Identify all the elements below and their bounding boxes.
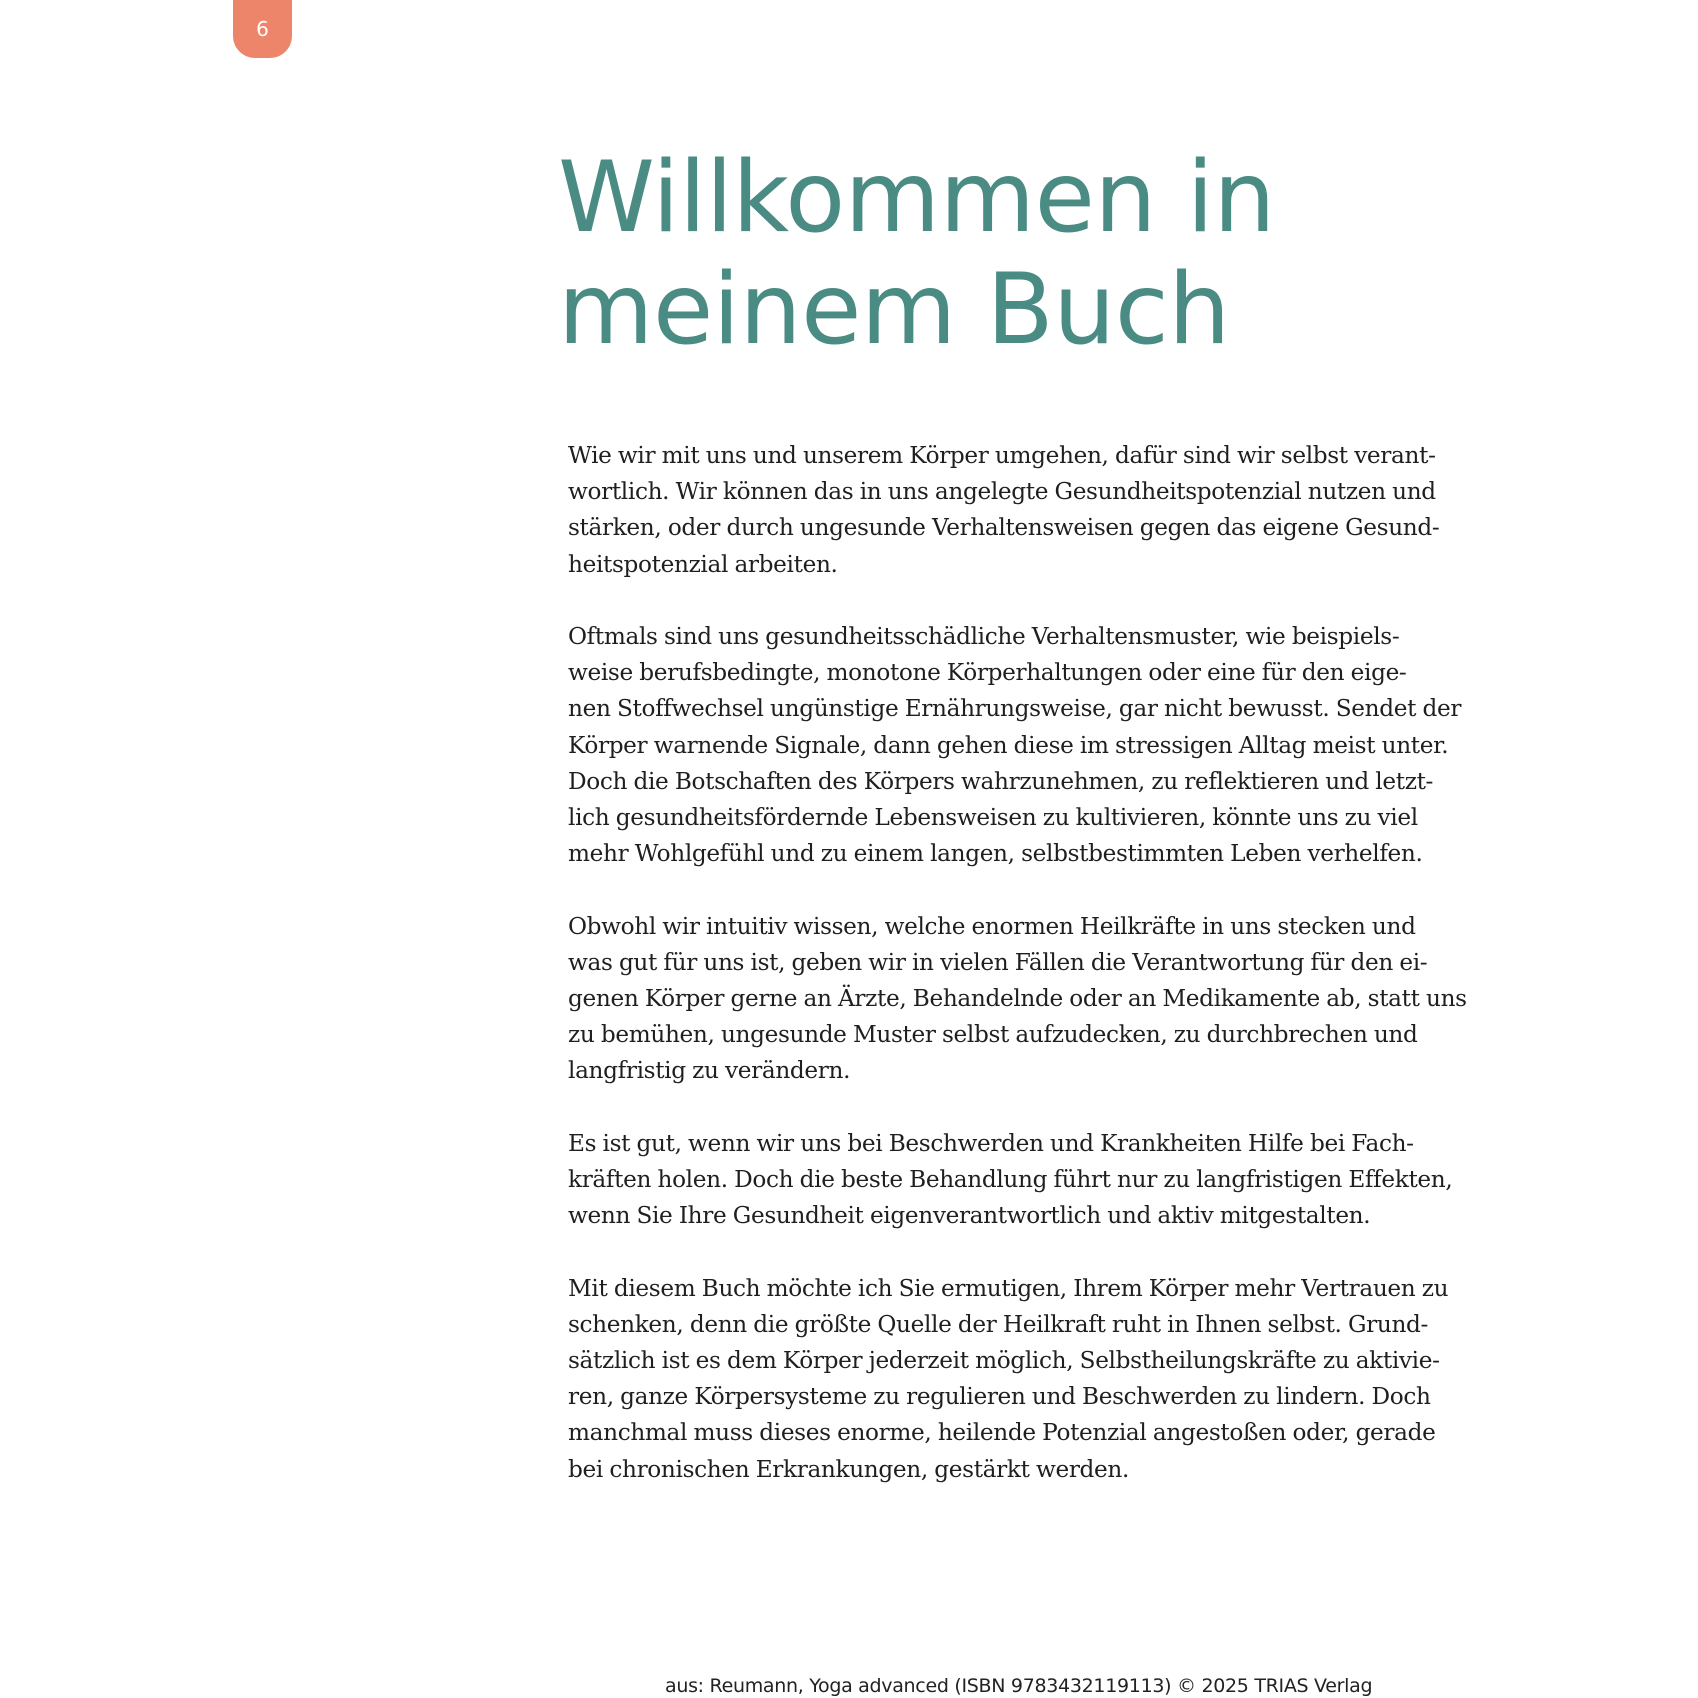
paragraph-4 <box>568 1126 1628 1235</box>
text-line: mehr Wohlgefühl und zu einem langen, selbstbestimmten Leben verhelfen. <box>568 840 1423 868</box>
text-line: wenn Sie Ihre Gesundheit eigenverantwortlich und aktiv mitgestalten. <box>568 1202 1371 1230</box>
text-line: schenken, denn die größte Quelle der Heilkraft ruht in Ihnen selbst. Grund- <box>568 1310 1429 1338</box>
text-line: Es ist gut, wenn wir uns bei Beschwerden und Krankheiten Hilfe bei Fach- <box>568 1129 1414 1157</box>
text-line: langfristig zu verändern. <box>568 1057 851 1085</box>
text-line: bei chronischen Erkrankungen, gestärkt werden. <box>568 1455 1130 1483</box>
text-line: Körper warnende Signale, dann gehen diese im stressigen Alltag meist unter. <box>568 731 1449 759</box>
title-line: Willkommen in <box>558 141 1275 255</box>
text-line: nen Stoffwechsel ungünstige Ernährungsweise, gar nicht bewusst. Sendet der <box>568 695 1462 723</box>
text-line: Wie wir mit uns und unserem Körper umgehen, dafür sind wir selbst verant- <box>568 442 1436 469</box>
page-number: 6 <box>256 17 269 41</box>
text-line: was gut für uns ist, geben wir in vielen Fällen die Verantwortung für den ei- <box>568 948 1428 976</box>
title-line: meinem Buch <box>558 253 1230 367</box>
text-line: lich gesundheitsfördernde Lebensweisen zu kultivieren, könnte uns zu viel <box>568 804 1418 832</box>
body-text <box>568 438 1628 1524</box>
text-line: manchmal muss dieses enorme, heilende Potenzial angestoßen oder, gerade <box>568 1419 1436 1447</box>
text-line: Mit diesem Buch möchte ich Sie ermutigen, Ihrem Körper mehr Vertrauen zu <box>568 1274 1449 1302</box>
paragraph-5 <box>568 1271 1628 1488</box>
text-line: zu bemühen, ungesunde Muster selbst aufzudecken, zu durchbrechen und <box>568 1021 1418 1049</box>
page-title <box>558 142 1558 366</box>
text-line: kräften holen. Doch die beste Behandlung führt nur zu langfristigen Effekten, <box>568 1166 1453 1194</box>
page-number-badge <box>233 0 292 58</box>
text-line: Oftmals sind uns gesundheitsschädliche Verhaltensmuster, wie beispiels- <box>568 623 1400 650</box>
paragraph-1 <box>568 438 1628 583</box>
text-line: genen Körper gerne an Ärzte, Behandelnde oder an Medikamente ab, statt uns <box>568 985 1467 1013</box>
text-line: Doch die Botschaften des Körpers wahrzunehmen, zu reflektieren und letzt- <box>568 767 1434 795</box>
text-line: Obwohl wir intuitiv wissen, welche enormen Heilkräfte in uns stecken und <box>568 912 1416 940</box>
text-line: stärken, oder durch ungesunde Verhaltensweisen gegen das eigene Gesund- <box>568 514 1440 542</box>
paragraph-3 <box>568 909 1628 1090</box>
text-line: sätzlich ist es dem Körper jederzeit möglich, Selbstheilungskräfte zu aktivie- <box>568 1347 1440 1375</box>
text-line: weise berufsbedingte, monotone Körperhaltungen oder eine für den eige- <box>568 659 1407 687</box>
text-line: ren, ganze Körpersysteme zu regulieren und Beschwerden zu lindern. Doch <box>568 1383 1431 1411</box>
text-line: wortlich. Wir können das in uns angelegte Gesundheitspotenzial nutzen und <box>568 478 1436 506</box>
copyright-footer: aus: Reumann, Yoga advanced (ISBN 9783432119113) © 2025 TRIAS Verlag <box>665 1675 1373 1697</box>
paragraph-2 <box>568 619 1628 872</box>
text-line: heitspotenzial arbeiten. <box>568 550 838 578</box>
